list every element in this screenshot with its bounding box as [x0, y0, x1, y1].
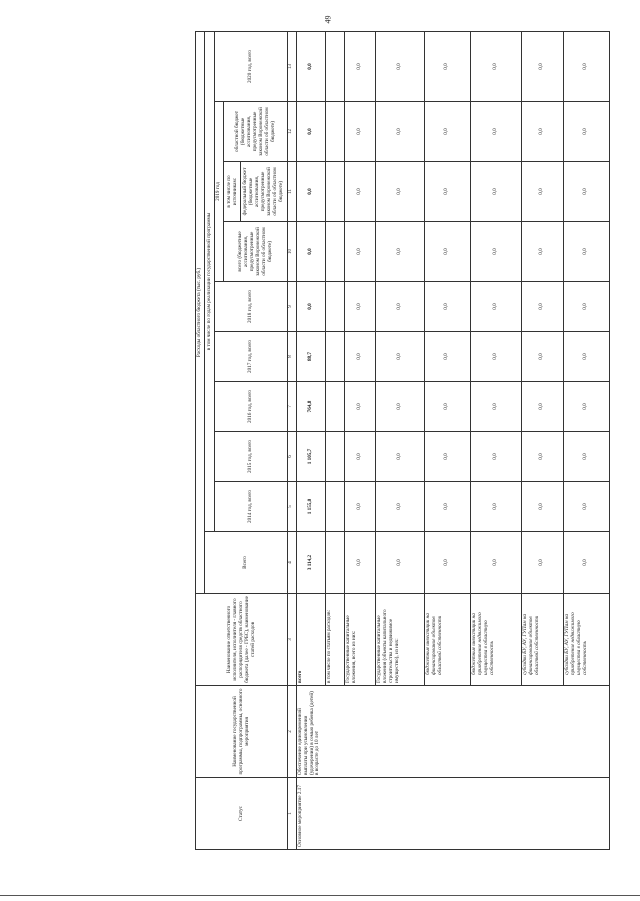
col-number: 11 [288, 162, 296, 222]
value-cell: 3 114,2 [296, 532, 325, 594]
value-cell: 0,0 [424, 222, 470, 282]
col-number: 13 [288, 31, 296, 101]
expense-item-label: бюджетные инвестиции на финансирование объектов областной собственности [424, 594, 470, 686]
value-cell: 1 105,7 [296, 432, 325, 482]
value-cell: 0,0 [521, 532, 563, 594]
value-cell: 0,0 [424, 102, 470, 162]
value-cell: 0,0 [344, 162, 376, 222]
value-cell: 0,0 [563, 432, 609, 482]
header-2018: 2018 год, всего [214, 282, 287, 332]
value-cell: 0,0 [563, 382, 609, 432]
value-cell: 0,0 [424, 532, 470, 594]
value-cell: 0,0 [296, 31, 325, 101]
value-cell: 1 155,0 [296, 482, 325, 532]
value-cell: 0,0 [296, 102, 325, 162]
expense-item-label: субсидии БУ, АУ, ГУПам на финансирование объектов областной собственности [521, 594, 563, 686]
col-number: 4 [288, 532, 296, 594]
value-cell: 0,0 [521, 432, 563, 482]
table-row [296, 31, 325, 849]
value-cell: 0,0 [563, 332, 609, 382]
value-cell [326, 482, 345, 532]
value-cell: 0,0 [424, 382, 470, 432]
value-cell: 0,0 [471, 432, 521, 482]
value-cell: 0,0 [424, 282, 470, 332]
value-cell: 0,0 [376, 482, 424, 532]
page-bottom-rule [0, 895, 640, 896]
value-cell: 0,0 [376, 222, 424, 282]
value-cell [326, 432, 345, 482]
value-cell: 0,0 [471, 31, 521, 101]
value-cell [326, 162, 345, 222]
value-cell: 0,0 [521, 482, 563, 532]
value-cell: 0,0 [296, 162, 325, 222]
expense-item-label: субсидии БУ, АУ, ГУПам на приобретение недвижимого имущества в областную собственность [563, 594, 609, 686]
value-cell [326, 31, 345, 101]
value-cell: 0,0 [344, 532, 376, 594]
value-cell: 0,0 [376, 282, 424, 332]
col-number: 5 [288, 482, 296, 532]
value-cell: 0,0 [563, 532, 609, 594]
value-cell: 88,7 [296, 332, 325, 382]
value-cell: 764,8 [296, 382, 325, 432]
value-cell: 0,0 [563, 102, 609, 162]
value-cell: 0,0 [296, 222, 325, 282]
value-cell: 0,0 [521, 222, 563, 282]
value-cell: 0,0 [344, 222, 376, 282]
expense-item-label: Государственные капитальные вложения, всего из них: [344, 594, 376, 686]
value-cell: 0,0 [521, 102, 563, 162]
value-cell: 0,0 [344, 282, 376, 332]
header-2019-fed [224, 162, 288, 222]
value-cell: 0,0 [563, 222, 609, 282]
program-cell: Обеспечение единовременной выплаты при усыновлении (удочерении) в семью ребенка (детей) в возрасте до 10 лет [296, 686, 609, 778]
value-cell: 0,0 [471, 222, 521, 282]
value-cell [326, 282, 345, 332]
value-cell: 0,0 [344, 382, 376, 432]
header-2016: 2016 год, всего [214, 382, 287, 432]
header-status: Статус [196, 778, 288, 850]
value-cell: 0,0 [471, 482, 521, 532]
value-cell: 0,0 [344, 332, 376, 382]
value-cell: 0,0 [376, 332, 424, 382]
expense-item-label: в том числе по статьям расходов: [326, 594, 345, 686]
header-2017: 2017 год, всего [214, 332, 287, 382]
col-number: 3 [288, 594, 296, 686]
value-cell: 0,0 [563, 31, 609, 101]
value-cell: 0,0 [471, 102, 521, 162]
header-by-years: в том числе по годам реализации государственной программы [205, 31, 214, 531]
header-expenses-title: Расходы областного бюджета (тыс. руб.) [196, 31, 205, 593]
value-cell: 0,0 [376, 532, 424, 594]
value-cell: 0,0 [521, 332, 563, 382]
header-2019-total: всего (бюджетные ассигнования, предусмотренные законом Воронежской области об областном бюджете) [224, 222, 288, 282]
col-number: 10 [288, 222, 296, 282]
value-cell: 0,0 [424, 482, 470, 532]
value-cell [326, 532, 345, 594]
header-2019: 2019 год [214, 102, 223, 282]
value-cell: 0,0 [471, 162, 521, 222]
value-cell: 0,0 [344, 482, 376, 532]
header-program-name: Наименование государственной программы, подпрограммы, основного мероприятия [196, 686, 288, 778]
header-2019-fed-label: федеральный бюджет (бюджетные ассигнования, предусмотренные законом Воронежской области об областном бюджете) [241, 167, 284, 216]
expense-item-label: Государственные капитальные вложения (объекты капитального строительства и недвижимое имущество), из них: [376, 594, 424, 686]
value-cell: 0,0 [521, 282, 563, 332]
table-body [296, 31, 609, 849]
value-cell: 0,0 [376, 162, 424, 222]
value-cell: 0,0 [563, 282, 609, 332]
col-number: 2 [288, 686, 296, 778]
value-cell: 0,0 [376, 432, 424, 482]
value-cell [326, 382, 345, 432]
col-number: 8 [288, 332, 296, 382]
col-number: 1 [288, 778, 296, 850]
value-cell: 0,0 [344, 102, 376, 162]
value-cell: 0,0 [376, 31, 424, 101]
col-number: 9 [288, 282, 296, 332]
expense-item-label: всего [296, 594, 325, 686]
value-cell: 0,0 [563, 162, 609, 222]
value-cell: 0,0 [471, 532, 521, 594]
value-cell: 0,0 [376, 382, 424, 432]
value-cell: 0,0 [521, 382, 563, 432]
page-number: 49 [323, 15, 333, 24]
col-number: 6 [288, 432, 296, 482]
header-2014: 2014 год, всего [214, 482, 287, 532]
value-cell: 0,0 [563, 482, 609, 532]
value-cell: 0,0 [296, 282, 325, 332]
header-2015: 2015 год, всего [214, 432, 287, 482]
value-cell: 0,0 [424, 31, 470, 101]
value-cell: 0,0 [424, 432, 470, 482]
header-2020: 2020 год, всего [214, 31, 287, 101]
value-cell: 0,0 [521, 162, 563, 222]
status-cell: Основное мероприятие 2.17 [296, 778, 609, 850]
header-total: Всего [205, 532, 288, 594]
value-cell: 0,0 [471, 282, 521, 332]
value-cell: 0,0 [344, 432, 376, 482]
value-cell: 0,0 [424, 332, 470, 382]
col-number: 12 [288, 102, 296, 162]
value-cell: 0,0 [424, 162, 470, 222]
budget-table [195, 31, 610, 850]
budget-table-sheet [195, 32, 610, 850]
value-cell: 0,0 [344, 31, 376, 101]
value-cell [326, 332, 345, 382]
value-cell: 0,0 [376, 102, 424, 162]
expense-item-label: бюджетные инвестиции на приобретение недвижимого имущества в областную собственность [471, 594, 521, 686]
value-cell: 0,0 [521, 31, 563, 101]
value-cell [326, 222, 345, 282]
value-cell: 0,0 [471, 382, 521, 432]
value-cell: 0,0 [471, 332, 521, 382]
header-2019-reg: областной бюджет (бюджетные ассигнования, предусмотренные законом Воронежской области об областном бюджете) [224, 102, 288, 162]
col-number: 7 [288, 382, 296, 432]
header-2019-incl: в том числе по источникам: [226, 162, 241, 221]
value-cell [326, 102, 345, 162]
header-executor: Наименование ответственного исполнителя, исполнителя - главного распорядителя средств областного бюджета (далее - ГРБС), наименование статей расходов [196, 594, 288, 686]
column-number-row [288, 31, 296, 849]
